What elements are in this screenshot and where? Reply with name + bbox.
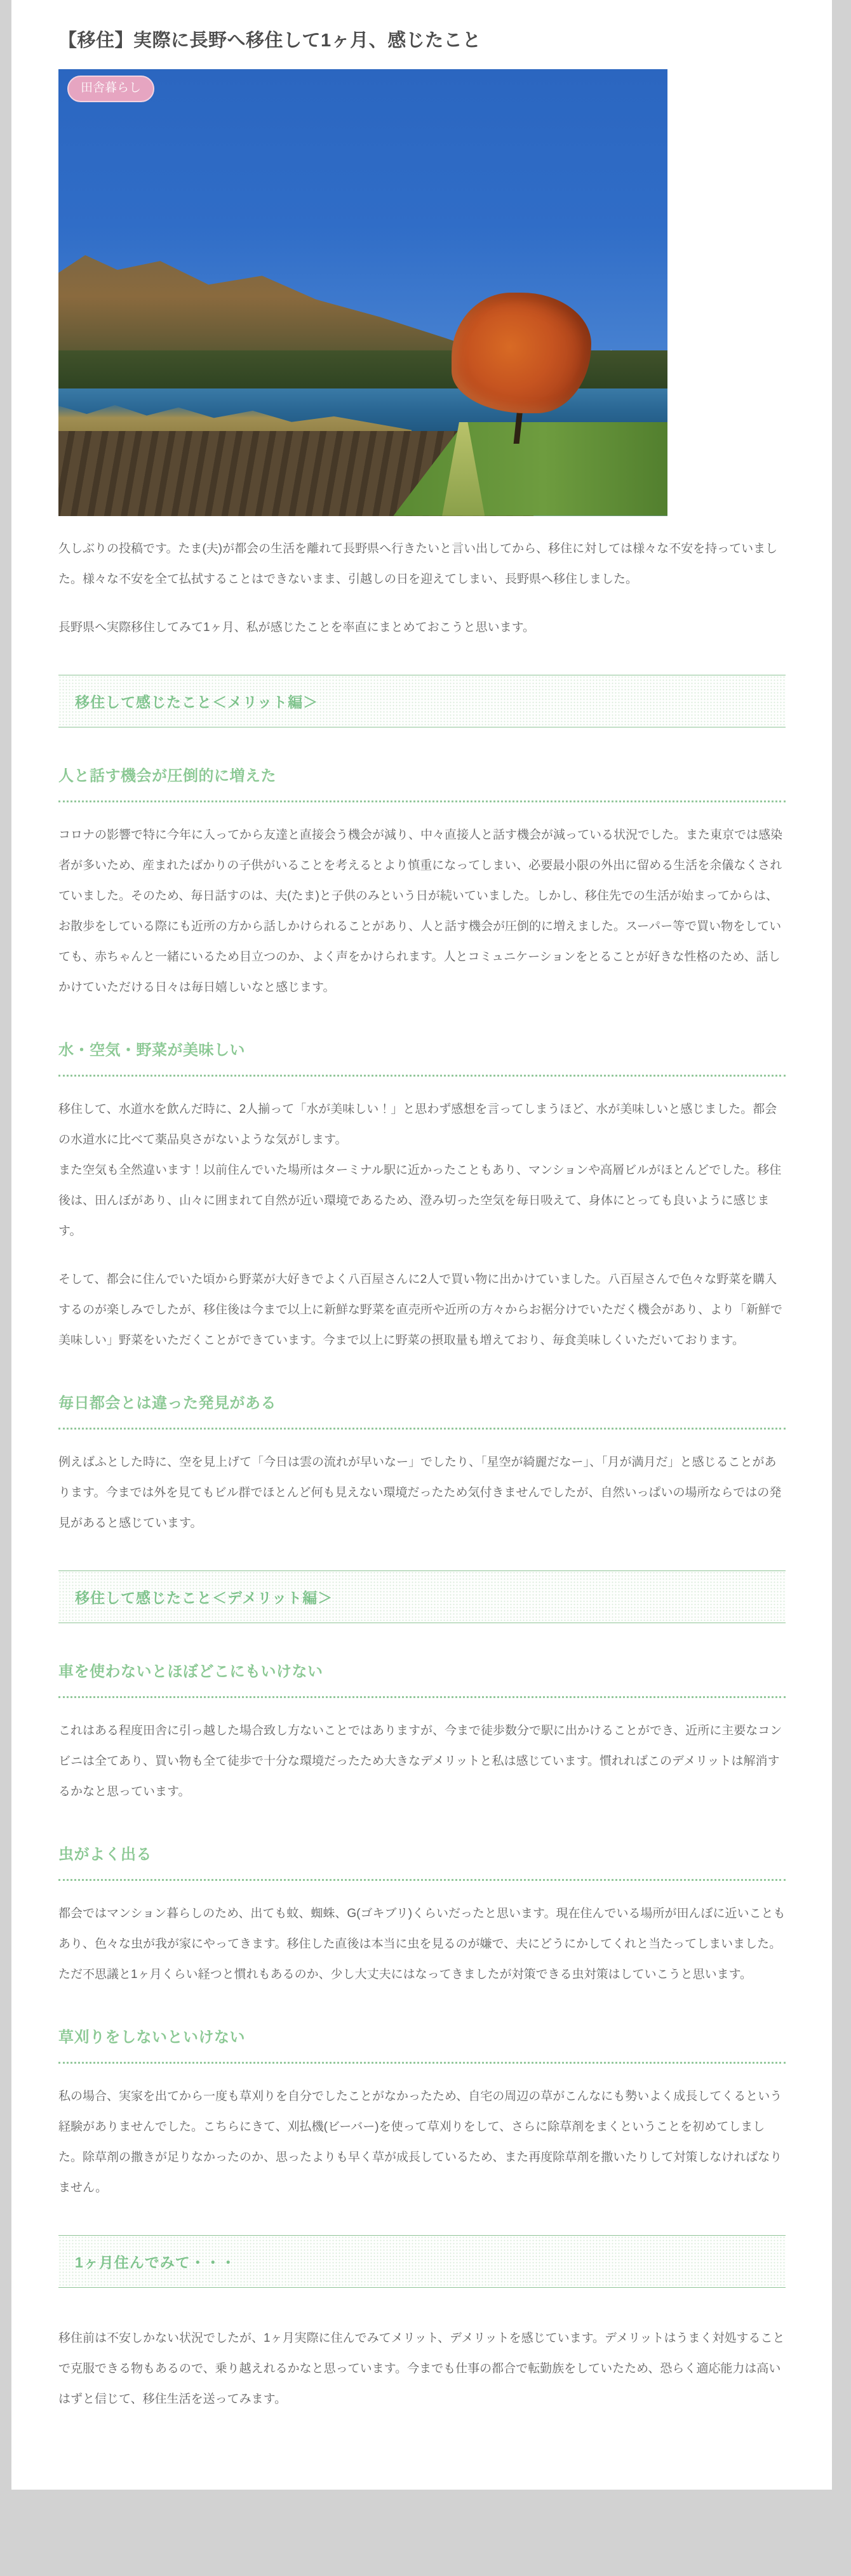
article-card [11, 0, 832, 2490]
photo-autumn-tree [452, 293, 592, 413]
page-title: 【移住】実際に長野へ移住して1ヶ月、感じたこと [58, 30, 481, 51]
demerit-paragraph: 都会ではマンション暮らしのため、出ても蚊、蜘蛛、G(ゴキブリ)くらいだったと思います。現在住んでいる場所が田んぼに近いこともあり、色々な虫が我が家にやってきます。移住した直後は本当に虫を見るのが嫌で、夫にどうにかしてくれと当たってしまいました。ただ不思議と1ヶ月くらい経つと慣れもあるのか、少し大丈夫にはなってきましたが対策できる虫対策はしていこうと思います。 [58, 1906, 786, 1981]
dotted-divider [58, 1428, 786, 1430]
dotted-divider [58, 800, 786, 802]
section-box-summary [58, 2235, 786, 2288]
dotted-divider [58, 2062, 786, 2064]
subheading-car: 車を使わないとほぼどこにもいけない [58, 1663, 323, 1680]
demerit-paragraph: 私の場合、実家を出てから一度も草刈りを自分でしたことがなかったため、自宅の周辺の草がこんなにも勢いよく成長してくるという経験がありませんでした。こちらにきて、刈払機(ビーバー)を使って草刈りをして、さらに除草剤をまくということを初めてしました。除草剤の撒きが足りなかったのか、思ったよりも早く草が成長しているため、また再度除草剤を撒いたりして対策しなければなりません。 [58, 2089, 782, 2194]
dotted-divider [58, 1696, 786, 1698]
subheading-water-air: 水・空気・野菜が美味しい [58, 1041, 245, 1059]
section-box-label: 1ヶ月住んでみて・・・ [75, 2254, 236, 2271]
section-box-demerit [58, 1570, 786, 1623]
subheading-discovery: 毎日都会とは違った発見がある [58, 1394, 276, 1412]
merit-paragraph: また空気も全然違います！以前住んでいた場所はターミナル駅に近かったこともあり、マンションや高層ビルがほとんどでした。移住後は、田んぼがあり、山々に囲まれて自然が近い環境であるため、澄み切った空気を毎日吸えて、身体にとっても良いように感じます。 [58, 1163, 782, 1238]
dotted-divider [58, 1075, 786, 1077]
subheading-bugs: 虫がよく出る [58, 1845, 152, 1863]
section-box-label: 移住して感じたこと＜メリット編＞ [75, 693, 319, 710]
intro-paragraph: 久しぶりの投稿です。たま(夫)が都会の生活を離れて長野県へ行きたいと言い出してから、移住に対しては様々な不安を持っていました。様々な不安を全て払拭することはできないまま、引越しの日を迎えてしまい、長野県へ移住しました。 [58, 541, 778, 586]
section-box-merit [58, 675, 786, 727]
merit-paragraph: 例えばふとした時に、空を見上げて「今日は雲の流れが早いなー」でしたり、「星空が綺麗だなー」、「月が満月だ」と感じることがあります。今までは外を見てもビル群でほとんど何も見えない環境だったため気付きませんでしたが、自然いっぱいの場所ならではの発見があると感じています。 [58, 1455, 782, 1530]
demerit-paragraph: これはある程度田舎に引っ越した場合致し方ないことではありますが、今まで徒歩数分で駅に出かけることができ、近所に主要なコンビニは全てあり、買い物も全て徒歩で十分な環境だったため大きなデメリットと私は感じています。慣れればこのデメリットは解消するかなと思っています。 [58, 1723, 782, 1798]
section-box-label: 移住して感じたこと＜デメリット編＞ [75, 1589, 333, 1606]
category-badge[interactable]: 田舎暮らし [67, 76, 154, 103]
subheading-talk: 人と話す機会が圧倒的に増えた [58, 767, 276, 785]
outro-paragraph: 移住前は不安しかない状況でしたが、1ヶ月実際に住んでみてメリット、デメリットを感じています。デメリットはうまく対処することで克服できる物もあるので、乗り越えれるかなと思っています。今までも仕事の都合で転勤族をしていたため、恐らく適応能力は高いはずと信じて、移住生活を送ってみます。 [58, 2331, 785, 2406]
hero-photo [58, 69, 667, 516]
merit-paragraph: コロナの影響で特に今年に入ってから友達と直接会う機会が減り、中々直接人と話す機会が減っている状況でした。また東京では感染者が多いため、産まれたばかりの子供がいることを考えるとより慎重になってしまい、必要最小限の外出に留める生活を余儀なくされていました。そのため、毎日話すのは、夫(たま)と子供のみという日が続いていました。しかし、移住先での生活が始まってからは、お散歩をしている際にも近所の方から話しかけられることがあり、人と話す機会が圧倒的に増えました。スーパー等で買い物をしていても、赤ちゃんと一緒にいるため目立つのか、よく声をかけられます。人とコミュニケーションをとることが好きな性格のため、話しかけていただける日々は毎日嬉しいなと感じます。 [58, 828, 783, 994]
dotted-divider [58, 1879, 786, 1881]
merit-paragraph: 移住して、水道水を飲んだ時に、2人揃って「水が美味しい！」と思わず感想を言ってしまうほど、水が美味しいと感じました。都会の水道水に比べて薬品臭さがないような気がします。 [58, 1102, 777, 1146]
intro-paragraph: 長野県へ実際移住してみて1ヶ月、私が感じたことを率直にまとめておこうと思います。 [58, 620, 535, 634]
subheading-mowing: 草刈りをしないといけない [58, 2028, 245, 2046]
merit-paragraph: そして、都会に住んでいた頃から野菜が大好きでよく八百屋さんに2人で買い物に出かけていました。八百屋さんで色々な野菜を購入するのが楽しみでしたが、移住後は今まで以上に新鮮な野菜を直売所や近所の方々からお裾分けでいただく機会があり、より「新鮮で美味しい」野菜をいただくことができています。今まで以上に野菜の摂取量も増えており、毎食美味しくいただいております。 [58, 1272, 783, 1347]
